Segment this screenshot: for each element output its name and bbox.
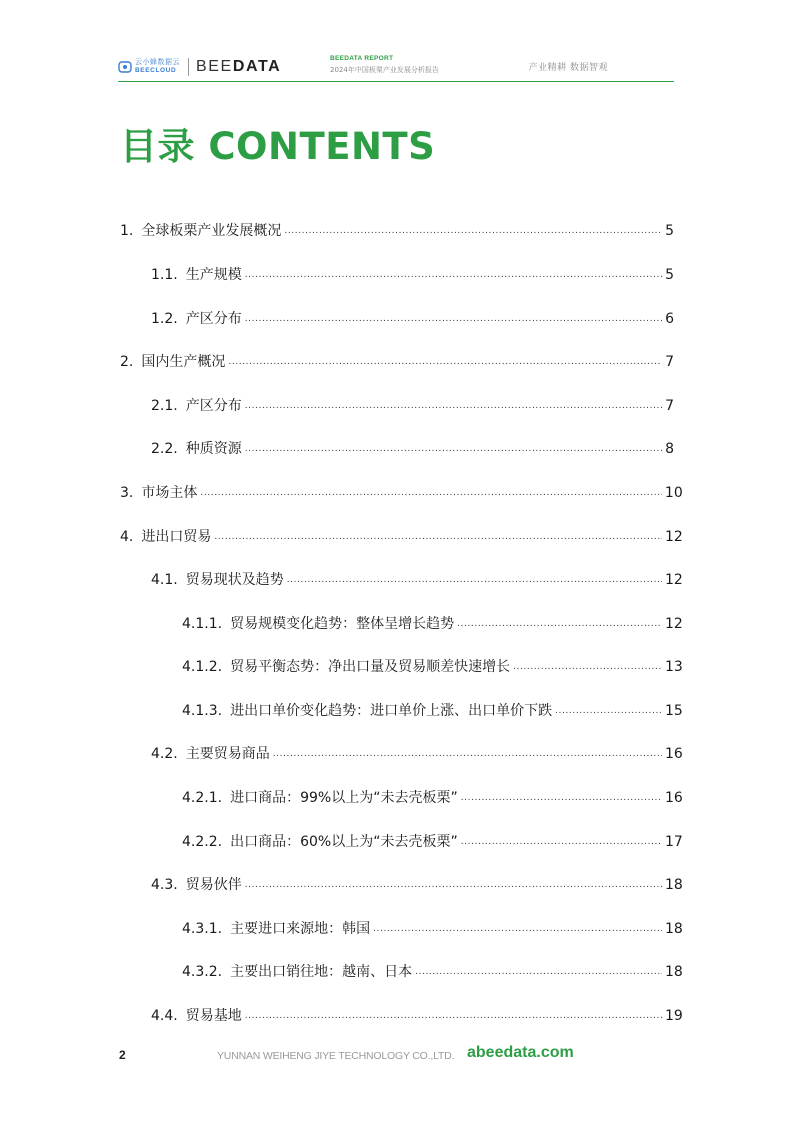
toc-entry[interactable] xyxy=(118,387,674,413)
toc-entry[interactable] xyxy=(118,997,683,1024)
logo-cn-text: 云小蜂数据云 xyxy=(135,58,180,67)
toc-title: 贸易基地 xyxy=(185,1008,242,1024)
toc-number: 4.2.2. xyxy=(182,834,223,850)
toc-title: 进出口单价变化趋势：进口单价上涨、出口单价下跌 xyxy=(230,703,553,719)
toc-entry[interactable] xyxy=(118,823,683,850)
page-title: 目录 CONTENTS xyxy=(120,125,436,168)
toc-title: 贸易伙伴 xyxy=(185,877,242,893)
logo-group xyxy=(118,56,281,78)
toc-page-number: 8 xyxy=(665,441,674,457)
beecloud-logo xyxy=(118,59,180,75)
toc-page-number: 18 xyxy=(665,921,683,937)
toc-page-number: 17 xyxy=(665,834,683,850)
toc-entry[interactable] xyxy=(118,474,683,501)
toc-title: 进口商品：99%以上为“未去壳板栗” xyxy=(230,790,458,806)
toc-entry[interactable] xyxy=(118,735,683,762)
toc-number: 4.1.3. xyxy=(182,703,223,719)
toc-leader xyxy=(415,968,662,977)
toc-leader xyxy=(228,358,662,367)
beedata-logo-data: DATA xyxy=(232,58,282,75)
toc-page-number: 12 xyxy=(665,572,683,588)
toc-entry[interactable] xyxy=(118,256,674,282)
company-name: YUNNAN WEIHENG JIYE TECHNOLOGY CO.,LTD. xyxy=(217,1050,455,1062)
toc-leader xyxy=(461,794,662,803)
toc-entry[interactable] xyxy=(118,300,674,326)
toc-leader xyxy=(245,445,662,454)
toc-title: 产区分布 xyxy=(185,311,242,327)
toc-title: 生产规模 xyxy=(185,267,242,283)
toc-page-number: 19 xyxy=(665,1008,683,1024)
page-number: 2 xyxy=(119,1048,126,1062)
toc-page-number: 5 xyxy=(665,267,674,283)
toc-title: 全球板栗产业发展概况 xyxy=(141,223,282,239)
toc-title: 进出口贸易 xyxy=(141,529,212,545)
toc-number: 4.4. xyxy=(151,1008,178,1024)
toc-leader xyxy=(513,663,662,672)
toc-entry[interactable] xyxy=(118,910,683,937)
toc-number: 4.2. xyxy=(151,746,178,762)
page-footer xyxy=(118,1042,674,1066)
beedata-logo xyxy=(196,58,281,76)
beedata-logo-bee: BEE xyxy=(196,58,233,75)
toc-entry[interactable] xyxy=(118,518,683,545)
toc-page-number: 15 xyxy=(665,703,683,719)
toc-page-number: 7 xyxy=(665,354,674,370)
toc-number: 4.1.2. xyxy=(182,659,223,675)
toc-entry[interactable] xyxy=(118,343,674,369)
toc-page-number: 12 xyxy=(665,616,683,632)
toc-title: 国内生产概况 xyxy=(141,354,226,370)
toc-number: 2.2. xyxy=(151,441,178,457)
toc-leader xyxy=(245,1012,662,1021)
toc-title: 主要出口销往地：越南、日本 xyxy=(230,964,413,980)
toc-entry[interactable] xyxy=(118,779,683,806)
toc-title: 贸易现状及趋势 xyxy=(185,572,284,588)
toc-number: 1. xyxy=(120,223,134,239)
toc-leader xyxy=(245,402,662,411)
toc-number: 2.1. xyxy=(151,398,178,414)
toc-number: 2. xyxy=(120,354,134,370)
toc-page-number: 13 xyxy=(665,659,683,675)
toc-leader xyxy=(245,881,662,890)
toc-page-number: 18 xyxy=(665,877,683,893)
toc-number: 4.1. xyxy=(151,572,178,588)
toc-leader xyxy=(461,838,662,847)
toc-leader xyxy=(284,227,662,236)
toc-number: 4.3. xyxy=(151,877,178,893)
toc-number: 4.2.1. xyxy=(182,790,223,806)
toc-leader xyxy=(373,925,662,934)
website-link[interactable]: abeedata.com xyxy=(467,1044,574,1061)
toc-leader xyxy=(273,750,662,759)
toc-title: 产区分布 xyxy=(185,398,242,414)
toc-number: 4.3.1. xyxy=(182,921,223,937)
toc-entry[interactable] xyxy=(118,430,674,456)
toc-title: 种质资源 xyxy=(185,441,242,457)
toc-entry[interactable] xyxy=(118,648,683,675)
report-cn: 2024年中国板栗产业发展分析报告 xyxy=(330,65,439,74)
toc-page-number: 16 xyxy=(665,790,683,806)
toc-entry[interactable] xyxy=(118,866,683,893)
toc-entry[interactable] xyxy=(118,692,683,719)
toc-number: 1.2. xyxy=(151,311,178,327)
toc-page-number: 5 xyxy=(665,223,674,239)
toc-leader xyxy=(245,315,662,324)
toc-title: 主要贸易商品 xyxy=(185,746,270,762)
toc-page-number: 16 xyxy=(665,746,683,762)
toc-leader xyxy=(245,271,662,280)
toc-title: 贸易平衡态势：净出口量及贸易顺差快速增长 xyxy=(230,659,511,675)
cloud-icon xyxy=(118,60,132,74)
toc-entry[interactable] xyxy=(118,953,683,980)
page-header xyxy=(118,52,674,82)
logo-en-text: BEECLOUD xyxy=(135,67,177,75)
header-slogan: 产业精耕 数据智观 xyxy=(528,63,608,73)
report-en: BEEDATA REPORT xyxy=(330,55,394,62)
toc-page-number: 10 xyxy=(664,485,683,501)
toc-page-number: 6 xyxy=(665,311,674,327)
toc-number: 1.1. xyxy=(151,267,178,283)
toc-page-number: 18 xyxy=(665,964,683,980)
toc-title: 贸易规模变化趋势：整体呈增长趋势 xyxy=(230,616,455,632)
toc-leader xyxy=(214,533,662,542)
toc-entry[interactable] xyxy=(118,561,683,588)
toc-title: 市场主体 xyxy=(141,485,198,501)
toc-leader xyxy=(200,489,662,498)
toc-leader xyxy=(555,707,662,716)
toc-number: 4.1.1. xyxy=(182,616,223,632)
toc-number: 4. xyxy=(120,529,134,545)
toc-entry[interactable] xyxy=(118,605,683,632)
toc-title: 出口商品：60%以上为“未去壳板栗” xyxy=(230,834,458,850)
toc-number: 3. xyxy=(120,485,134,501)
toc-leader xyxy=(457,620,662,629)
toc-leader xyxy=(287,576,662,585)
toc-page-number: 7 xyxy=(665,398,674,414)
toc-title: 主要进口来源地：韩国 xyxy=(230,921,371,937)
toc-number: 4.3.2. xyxy=(182,964,223,980)
report-label xyxy=(330,56,439,74)
toc-entry[interactable] xyxy=(118,212,674,238)
logo-divider xyxy=(188,58,189,76)
toc-page-number: 12 xyxy=(665,529,683,545)
